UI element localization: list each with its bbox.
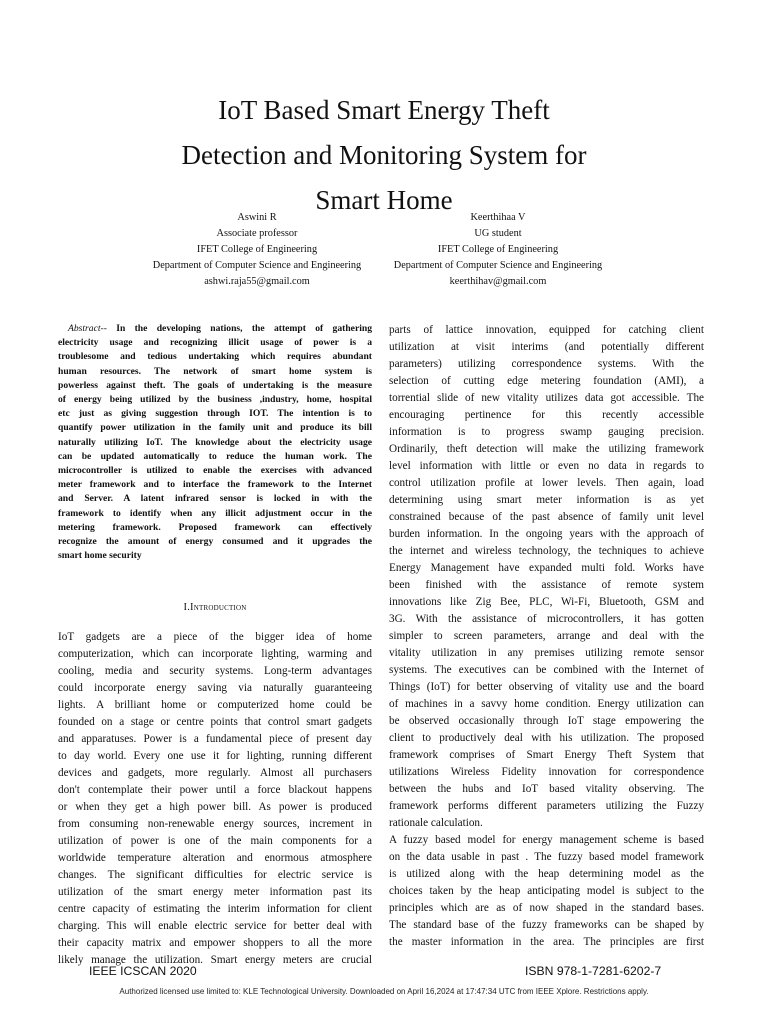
- text-line: or when they get a high power bill. As power is produced: [58, 801, 372, 814]
- left-column: [58, 322, 372, 969]
- text-line: information is to progress swamp gauging precision.: [389, 426, 704, 438]
- text-line: cooling, media and security systems. Long-term advantages: [58, 665, 372, 678]
- text-line: constrained because of the past absence of family unit level: [389, 511, 704, 523]
- text-line: on the data usable in past . The fuzzy based model framework: [389, 851, 704, 863]
- text-line: parts of lattice innovation, equipped for catching client: [389, 324, 704, 336]
- text-line: founded on a stage or centre points that control smart gadgets: [58, 716, 372, 729]
- introduction-text: [58, 629, 372, 969]
- text-line: of machines in a savvy home condition. Energy utilization can: [389, 698, 704, 710]
- text-line: been finished with the assistance of remote system: [389, 579, 704, 591]
- text-line: Things (IoT) for better observing of vitality use and the board: [389, 681, 704, 693]
- text-line: framework comprises of Smart Energy Theft System that: [389, 749, 704, 761]
- text-line: smart home security: [58, 550, 142, 562]
- license-notice: Authorized licensed use limited to: KLE Technological University. Downloaded on April 16,2024 at 17:47:34 UTC from IEEE Xplore. Restrictions apply.: [119, 987, 649, 996]
- text-line: devices and gadgets, more regularly. Almost all purchasers: [58, 767, 372, 780]
- text-line: innovations like Zig Bee, PLC, Wi-Fi, Bluetooth, GSM and: [389, 596, 704, 608]
- text-line: 3G. With the assistance of microcontrollers, it has gotten: [389, 613, 704, 625]
- text-line: electricity usage and recognizing illicit usage of power is a: [58, 337, 372, 349]
- text-line: framework to identify when any illicit adjustment occur in the: [58, 507, 372, 519]
- text-line: determining using smart meter information is as yet: [389, 494, 704, 506]
- abstract-label: Abstract--: [68, 323, 107, 334]
- text-line: parameters) utilizing correspondence systems. With the: [389, 358, 704, 370]
- text-line: framework performs different parameters utilizing the Fuzzy: [389, 800, 704, 812]
- section-heading: I.Introduction: [183, 602, 247, 614]
- text-line: quantify power utilization in the family unit and produce its bill: [58, 422, 372, 434]
- text-line: recognize the amount of energy consumed and it upgrades the: [58, 536, 372, 548]
- text-line: A fuzzy based model for energy management scheme is based: [389, 834, 704, 846]
- text-line: The standard base of the fuzzy frameworks can be shaped by: [389, 919, 704, 931]
- title-line: Detection and Monitoring System for: [181, 140, 587, 170]
- text-line: is utilized along with the heap determining model as the: [389, 868, 704, 880]
- text-line: centre capacity of estimating the interim information for client: [58, 903, 372, 916]
- body-text: [389, 322, 704, 951]
- author-name: Aswini R: [237, 212, 277, 223]
- text-line: powerless against theft. The goals of undertaking is the measure: [58, 379, 372, 391]
- text-line: of energy being utilized by the business ,industry, home, hospital: [58, 394, 372, 406]
- text-line: microcontroller is utilized to enable the exercises with advanced: [58, 465, 372, 477]
- text-line: lights. A brilliant home or computerized home could be: [58, 699, 372, 712]
- title-block: [0, 88, 768, 223]
- text-line: worldwide temperature alteration and enormous atmosphere: [58, 852, 372, 865]
- text-line: systems. The executives can be combined with the Internet of: [389, 664, 704, 676]
- author-institution: IFET College of Engineering: [196, 244, 318, 256]
- text-line: Ordinarily, theft detection will make the utilizing framework: [389, 443, 704, 455]
- text-line: the master information in the area. The principles are first: [389, 936, 704, 948]
- text-line: metering framework. Proposed framework can effectively: [58, 521, 372, 533]
- text-line: simpler to screen parameters, arrange and deal with the: [389, 630, 704, 642]
- text-line: rationale calculation.: [389, 817, 483, 829]
- text-line: selection of cutting edge metering foundation (AMI), a: [389, 375, 704, 387]
- text-line: burden information. In the ongoing years with the approach of: [389, 528, 704, 540]
- text-line: their capacity matrix and empower shoppers to all the more: [58, 937, 372, 950]
- right-column: [389, 322, 704, 951]
- text-line: utilization at visit interims (and potentially different: [389, 341, 704, 353]
- text-line: and apparatuses. Power is a fundamental piece of present day: [58, 733, 372, 746]
- text-line: utilizations Wireless Fidelity innovation for correspondence: [389, 766, 704, 778]
- text-line: computerization, which can incorporate lighting, warming and: [58, 648, 372, 661]
- title-line: Smart Home: [315, 185, 453, 215]
- footer-conference: IEEE ICSCAN 2020: [89, 964, 197, 978]
- text-line: from consuming non-renewable energy sources, increment in: [58, 818, 372, 831]
- text-line: utilization of power is one of the main components for a: [58, 835, 372, 848]
- text-line: Abstract-- In the developing nations, the attempt of gathering: [58, 322, 372, 336]
- text-line: Energy Management have expanded multi fold. Works have: [389, 562, 704, 574]
- title-line: IoT Based Smart Energy Theft: [218, 95, 550, 125]
- text-line: human resources. The network of smart home system is: [58, 365, 372, 377]
- text-line: control utilization profile at lower levels. Then again, load: [389, 477, 704, 489]
- text-line: changes. The significant difficulties for electric service is: [58, 869, 372, 882]
- text-line: client to productively deal with his utilization. The proposed: [389, 732, 704, 744]
- author-email[interactable]: keerthihav@gmail.com: [449, 276, 547, 288]
- text-line: choices taken by the heap anticipating model is subject to the: [389, 885, 704, 897]
- abstract: [58, 322, 372, 563]
- text-line: can be updated automatically to reduce the human work. The: [58, 450, 372, 462]
- text-line: and Server. A latent infrared sensor is locked in with the: [58, 493, 372, 505]
- paper-title: [0, 88, 768, 223]
- text-line: to day world. Every one use it for lighting, running different: [58, 750, 372, 763]
- text-line: the internet and wireless technology, the techniques to achieve: [389, 545, 704, 557]
- text-line: IoT gadgets are a piece of the bigger idea of home: [58, 631, 372, 644]
- author-role: Associate professor: [216, 228, 298, 240]
- author-2: [348, 210, 648, 290]
- text-line: charging. This will enable electric service for better deal with: [58, 920, 372, 933]
- text-line: principles which are as of now shaped in the standard bases.: [389, 902, 704, 914]
- author-name: Keerthihaa V: [470, 212, 526, 223]
- footer-isbn: ISBN 978-1-7281-6202-7: [525, 964, 662, 978]
- text-line: utilization of the smart energy meter information past its: [58, 886, 372, 899]
- author-role: UG student: [474, 228, 522, 240]
- text-line: naturally utilizing IoT. The knowledge about the electricity usage: [58, 436, 372, 448]
- author-department: Department of Computer Science and Engineering: [393, 260, 603, 272]
- text-line: encouraging pertinence for this recently accessible: [389, 409, 704, 421]
- author-email[interactable]: ashwi.raja55@gmail.com: [204, 276, 310, 288]
- text-line: be observed occasionally through IoT stage empowering the: [389, 715, 704, 727]
- text-line: etc just as giving suggestion through IOT. The intention is to: [58, 408, 372, 420]
- text-line: level information with little or even no data in regards to: [389, 460, 704, 472]
- text-line: don't contemplate their power until a force blackout happens: [58, 784, 372, 797]
- text-line: between the hubs and IoT based vitality observing. The: [389, 783, 704, 795]
- text-line: vitality utilization in any premises utilizing remote sensor: [389, 647, 704, 659]
- text-line: could incorporate energy saving via naturally guaranteeing: [58, 682, 372, 695]
- author-department: Department of Computer Science and Engineering: [152, 260, 362, 272]
- text-line: troublesome and tedious undertaking which requires abundant: [58, 351, 372, 363]
- text-line: meter framework and to interface the framework to the Internet: [58, 479, 372, 491]
- author-institution: IFET College of Engineering: [437, 244, 559, 256]
- text-line: likely manage the utilization. Smart energy meters are crucial: [58, 954, 372, 967]
- text-line: torrential slide of new vitality utilizes data got accessible. The: [389, 392, 704, 404]
